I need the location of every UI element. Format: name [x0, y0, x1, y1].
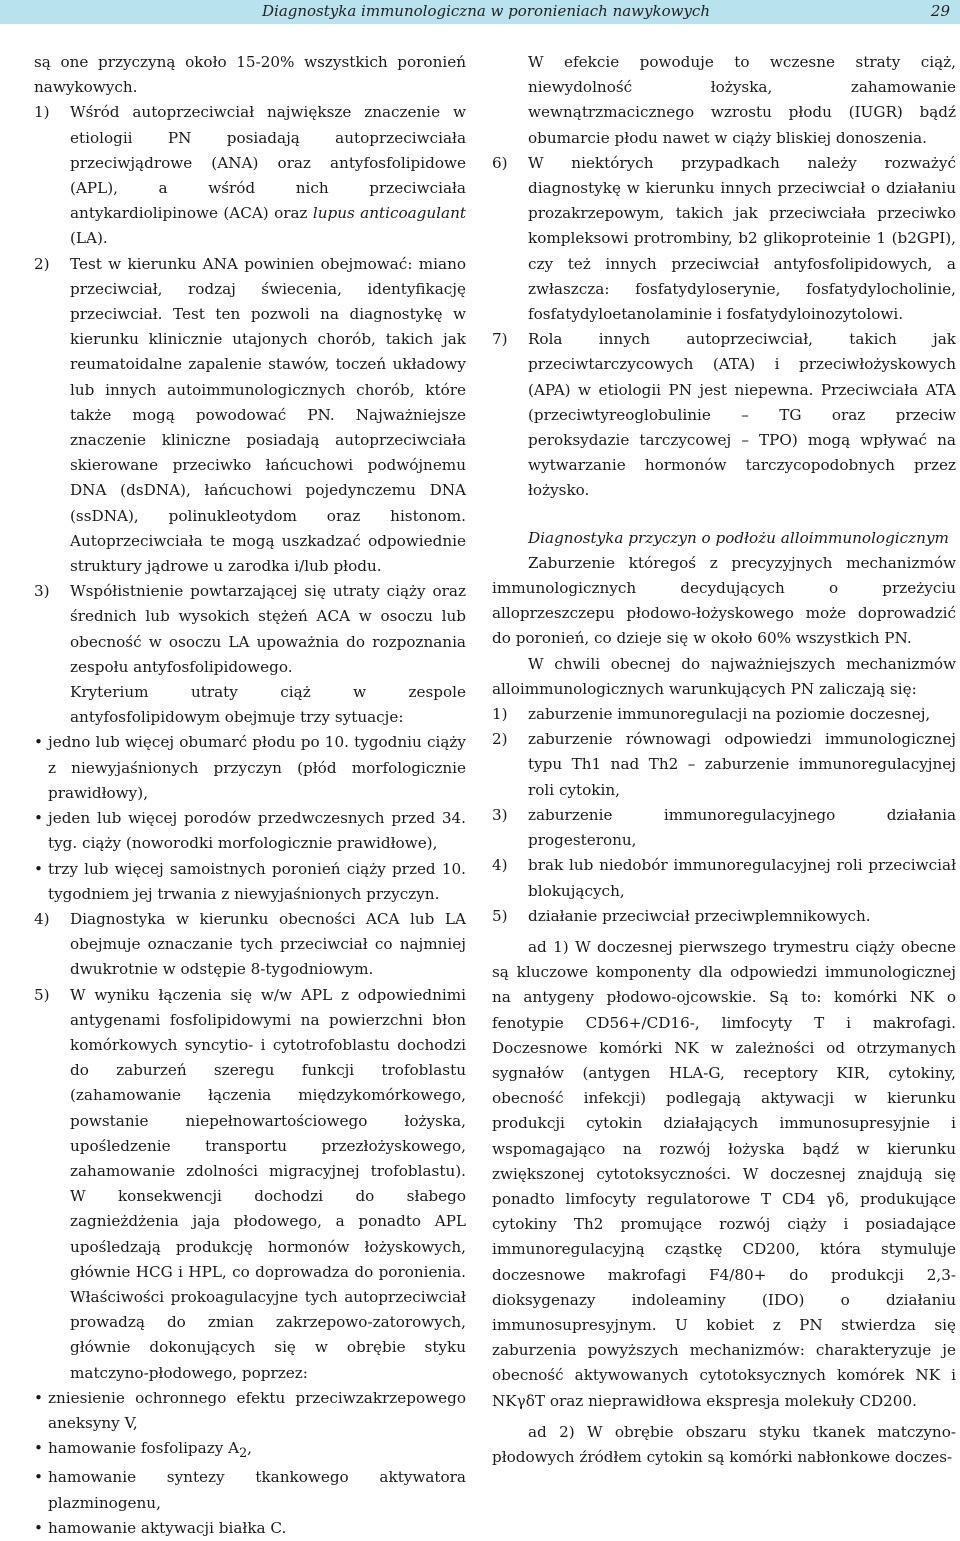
item-text-part: Wśród autoprzeciwciał największe znaczenie w etiologii PN posiadają autoprzeciwciała przeciwjądrowe (ANA) oraz antyfosfolipidowe (APL), a wśród nich przeciwciała antykardiolipinowe (ACA) oraz	[70, 103, 466, 223]
item-text: Rola innych autoprzeciwciał, takich jak przeciwtarczycowych (ATA) i przeciwłożyskowych (APA) w etiologii PN jest niepewna. Przeciwciała ATA (przeciwtyreoglobulinie – TG oraz przeciw peroksydazie tarczycowej – TPO) mogą wpływać na wytwarzanie hormonów tarczycopodobnych przez łożysko.	[528, 330, 956, 500]
item-text: zaburzenie równowagi odpowiedzi immunologicznej typu Th1 nad Th2 – zaburzenie immunoregulacyjnej roli cytokin,	[528, 730, 956, 799]
continued-paragraph: W efekcie powoduje to wczesne straty ciąż, niewydolność łożyska, zahamowanie wewnątrzmacicznego wzrostu płodu (IUGR) bądź obumarcie płodu nawet w ciąży bliskiej donoszenia.	[528, 53, 956, 147]
bullet-text: jeden lub więcej porodów przedwczesnych przed 34. tyg. ciąży (noworodki morfologicznie prawidłowe),	[48, 809, 466, 853]
intro-paragraph: są one przyczyną około 15-20% wszystkich poronień nawykowych.	[34, 53, 466, 97]
criteria-intro: Kryterium utraty ciąż w zespole antyfosfolipidowym obejmuje trzy sytuacje:	[70, 683, 466, 727]
item-number: 1)	[492, 705, 508, 724]
item-4	[34, 907, 466, 983]
bullet-mark: •	[34, 1388, 43, 1407]
subscript: 2	[239, 1445, 248, 1461]
page-number: 29	[930, 2, 950, 20]
bullet-text: zniesienie ochronnego efektu przeciwzakrzepowego aneksyny V,	[48, 1388, 466, 1432]
mechanism-item	[492, 727, 956, 803]
item-number: 2)	[34, 254, 50, 273]
section-heading: Diagnostyka przyczyn o podłożu alloimmunologicznym	[528, 528, 949, 547]
body-paragraph: ad 1) W doczesnej pierwszego trymestru ciąży obecne są kluczowe komponenty dla odpowiedzi immunologicznej na antygeny płodowo-ojcowskie. Są to: komórki NK o fenotypie CD56+/CD16-, limfocyty T i makrofagi. Doczesnowe komórki NK w zależności od otrzymanych sygnałów (antygen HLA-G, receptory KIR, cytokiny, obecność infekcji) podlegają aktywacji w kierunku produkcji cytokin działających immunosupresyjnie i wspomagająco na rozwój łożyska bądź w kierunku zwiększonej cytotoksyczności. W doczesnej znajdują się ponadto limfocyty regulatorowe T CD4 γδ, produkujące cytokiny Th2 promujące rozwój ciąży i posiadające immunoregulacyjną cząstkę CD200, która stymuluje doczesnowe makrofagi F4/80+ do produkcji 2,3-dioksygenazy indoleaminy (IDO) o działaniu immunosupresyjnym. U kobiet z PN stwierdza się zaburzenia powyższych mechanizmów: charakteryzuje je obecność aktywowanych cytotoksycznych komórek NK i NKγδT oraz nieprawidłowa ekspresja molekuły CD200.	[492, 937, 956, 1410]
item-number: 6)	[492, 153, 508, 172]
item-text: Test w kierunku ANA powinien obejmować: miano przeciwciał, rodzaj świecenia, identyfikację przeciwciał. Test ten pozwoli na diagnostykę w kierunku klinicznie utajonych chorób, takich jak reumatoidalne zapalenie stawów, toczeń układowy lub innych autoimmunologicznych chorób, które także mogą powodować PN. Najważniejsze znaczenie kliniczne posiadają autoprzeciwciała skierowane przeciwko łańcuchowi podwójnemu DNA (dsDNA), łańcuchowi pojedynczemu DNA (ssDNA), polinukleotydom oraz histonom. Autoprzeciwciała te mogą uszkadzać odpowiednie struktury jądrowe u zarodka i/lub płodu.	[70, 254, 466, 576]
item-text: W wyniku łączenia się w/w APL z odpowiednimi antygenami fosfolipidowymi na powierzchni błon komórkowych syncytio- i cytotrofoblastu dochodzi do zaburzeń szeregu funkcji trofoblastu (zahamowanie łączenia międzykomórkowego, powstanie niepełnowartościowego łożyska, upośledzenie transportu przezłożyskowego, zahamowanie zdolności migracyjnej trofoblastu). W konsekwencji dochodzi do słabego zagnieżdżenia jaja płodowego, a ponadto APL upośledzają produkcję hormonów łożyskowych, głównie HCG i HPL, co doprowadza do poronienia. Właściwości prokoagulacyjne tych autoprzeciwciał prowadzą do zmian zakrzepowo-zatorowych, głównie dokonujących się w obrębie styku matczyno-płodowego, poprzez:	[70, 985, 466, 1382]
body-paragraph: ad 2) W obrębie obszaru styku tkanek matczyno-płodowych źródłem cytokin są komórki nabłonkowe doczes-	[492, 1422, 956, 1466]
item-5	[34, 983, 466, 1386]
page-header	[0, 0, 960, 24]
bullet-text-part: hamowanie fosfolipazy A	[48, 1439, 240, 1458]
item-text	[70, 100, 466, 251]
body-paragraph: Zaburzenie któregoś z precyzyjnych mechanizmów immunologicznych decydujących o przeżyciu alloprzeszczepu płodowo-łożyskowego może doprowadzić do poronień, co dzieje się w około 60% wszystkich PN.	[492, 553, 956, 648]
item-number: 1)	[34, 103, 50, 122]
bullet-text: trzy lub więcej samoistnych poronień ciąży przed 10. tygodniem jej trwania z niewyjaśnionych przyczyn.	[48, 859, 466, 903]
mechanism-bullet	[34, 1516, 466, 1541]
mechanism-bullet	[34, 1465, 466, 1515]
item-text: działanie przeciwciał przeciwplemnikowych.	[528, 906, 871, 925]
item-number: 2)	[492, 730, 508, 749]
bullet-mark: •	[34, 733, 43, 752]
item-2	[34, 252, 466, 580]
item-6	[492, 151, 956, 327]
bullet-mark: •	[34, 1518, 43, 1537]
bullet-text: hamowanie syntezy tkankowego aktywatora plazminogenu,	[48, 1468, 466, 1512]
body-paragraph: W chwili obecnej do najważniejszych mechanizmów alloimmunologicznych warunkujących PN zaliczają się:	[492, 654, 956, 698]
item-7	[492, 327, 956, 503]
mechanism-item	[492, 803, 956, 853]
criteria-bullet	[34, 857, 466, 907]
item-number: 5)	[492, 906, 508, 925]
item-number: 4)	[492, 856, 508, 875]
bullet-mark: •	[34, 859, 43, 878]
item-text: zaburzenie immunoregulacyjnego działania progesteronu,	[528, 805, 956, 850]
item-3	[34, 579, 466, 680]
item-text: Diagnostyka w kierunku obecności ACA lub LA obejmuje oznaczanie tych przeciwciał co najmniej dwukrotnie w odstępie 8-tygodniowym.	[70, 909, 466, 979]
bullet-mark: •	[34, 1468, 43, 1487]
item-text: brak lub niedobór immunoregulacyjnej roli przeciwciał blokujących,	[528, 856, 956, 900]
bullet-text	[48, 1436, 466, 1465]
item-text: W niektórych przypadkach należy rozważyć diagnostykę w kierunku innych przeciwciał o działaniu prozakrzepowym, takich jak przeciwciała przeciwko kompleksowi protrombiny, b2 glikoproteinie 1 (b2GPI), czy też innych przeciwciał antyfosfolipidowych, a zwłaszcza: fosfatydyloserynie, fosfatydylocholinie, fosfatydyloetanolaminie i fosfatydyloinozytolowi.	[528, 153, 956, 324]
bullet-mark: •	[34, 1439, 43, 1458]
item-1	[34, 100, 466, 251]
item-text: Współistnienie powtarzającej się utraty ciąży oraz średnich lub wysokich stężeń ACA w osoczu lub obecność w osoczu LA upoważnia do rozpoznania zespołu antyfosfolipidowego.	[70, 582, 466, 676]
item-number: 5)	[34, 985, 50, 1004]
mechanism-bullet	[34, 1436, 466, 1465]
bullet-text: jedno lub więcej obumarć płodu po 10. tygodniu ciąży z niewyjaśnionych przyczyn (płód morfologicznie prawidłowy),	[48, 733, 466, 802]
spacer	[492, 504, 956, 526]
mechanism-item	[492, 853, 956, 903]
mechanism-item	[492, 702, 956, 727]
item-text: zaburzenie immunoregulacji na poziomie doczesnej,	[528, 705, 931, 724]
item-number: 4)	[34, 909, 50, 928]
mechanism-item	[492, 904, 956, 929]
item-number: 3)	[492, 805, 508, 824]
item-number: 3)	[34, 582, 50, 601]
bullet-mark: •	[34, 809, 43, 828]
mechanism-bullet	[34, 1386, 466, 1436]
bullet-text-part: ,	[247, 1439, 252, 1458]
criteria-bullet	[34, 806, 466, 856]
left-column	[34, 50, 466, 1541]
item-italic-term: lupus anticoagulant	[312, 204, 466, 223]
bullet-text: hamowanie aktywacji białka C.	[48, 1518, 287, 1537]
criteria-bullet	[34, 730, 466, 806]
running-title: Diagnostyka immunologiczna w poronieniach nawykowych	[262, 2, 710, 20]
item-text-part: (LA).	[70, 229, 108, 248]
right-column	[492, 50, 956, 1470]
item-number: 7)	[492, 330, 508, 349]
